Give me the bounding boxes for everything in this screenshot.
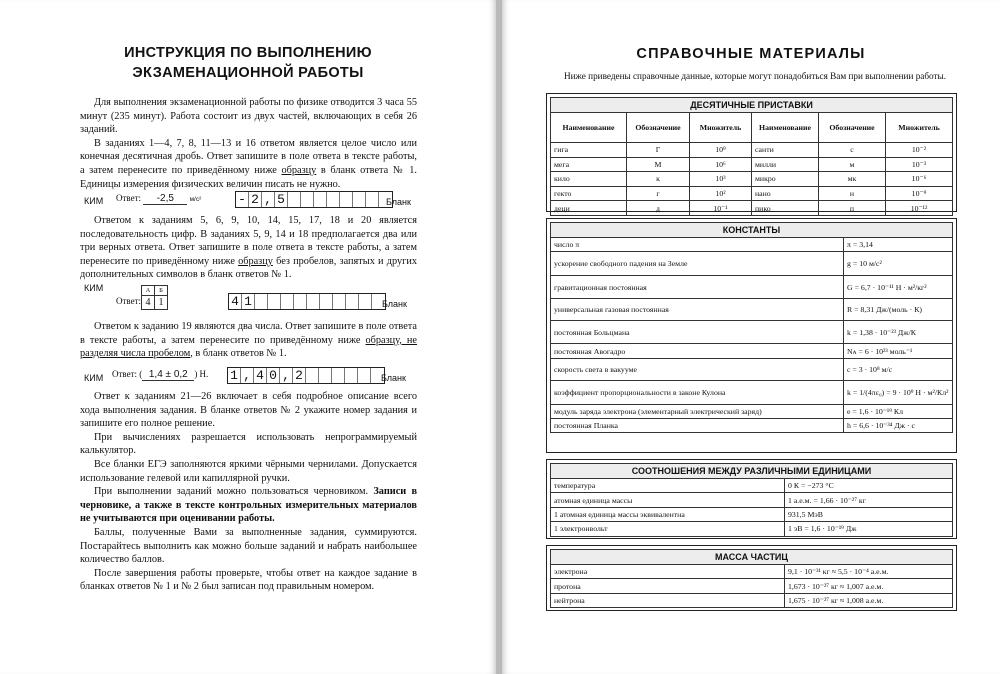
table-row — [551, 344, 953, 359]
paragraph-draft: При выполнении заданий можно пользоваться черновиком. Записи в черновике, а также в тексте контрольных измерительных материалов не учитываются при оценивании работы. — [80, 486, 418, 525]
table-row — [551, 276, 953, 299]
prefix-cell: 10⁻⁹ — [886, 186, 953, 201]
masses-heading: МАССА ЧАСТИЦ — [551, 550, 953, 565]
row-value: h = 6,6 · 10⁻³⁴ Дж · с — [844, 419, 953, 433]
prefix-cell: 10³ — [690, 172, 752, 187]
col-factor-1: Множитель — [690, 113, 752, 143]
row-label: постоянная Больцмана — [551, 321, 844, 344]
answer-cell — [255, 294, 268, 309]
row-value: 1,673 · 10⁻²⁷ кг ≈ 1,007 а.е.м. — [785, 579, 953, 593]
prefix-cell: н — [819, 186, 886, 201]
answer-cell — [359, 294, 372, 309]
answer-cell — [288, 192, 301, 207]
answer-cell — [333, 294, 346, 309]
prefix-cell: 10⁻¹ — [690, 201, 752, 216]
row-value: 9,1 · 10⁻³¹ кг ≈ 5,5 · 10⁻⁴ а.е.м. — [785, 565, 953, 579]
prefix-cell: м — [819, 157, 886, 172]
example2-kim-label: КИМ — [84, 283, 104, 293]
prefix-cell: 10⁹ — [690, 143, 752, 158]
paragraph-check: После завершения работы проверьте, чтобы ответ на каждое задание в бланках ответов № 1 и № 2 был записан под правильным номером. — [80, 567, 417, 593]
row-value: 931,5 МэВ — [785, 507, 953, 521]
prefix-cell: М — [627, 157, 690, 172]
answer-cell: , — [241, 368, 254, 383]
example1-blank-label: Бланк — [386, 197, 411, 207]
example3-kim-label: КИМ — [84, 373, 104, 383]
row-value: g = 10 м/с² — [844, 252, 953, 276]
row-value: π = 3,14 — [844, 238, 953, 252]
prefix-cell: п — [819, 201, 886, 216]
paragraph-short-answers: В заданиях 1—4, 7, 8, 11—13 и 16 ответом является целое число или конечная десятичная дробь. Ответ запишите в поле ответа в тексте работы, а затем перенесите по приведённому ниже образцу в бланк ответа № 1. Единицы измерения физических величин писать не нужно. — [80, 137, 417, 190]
answer-cell: - — [236, 192, 249, 207]
instruction-title-line1: ИНСТРУКЦИЯ ПО ВЫПОЛНЕНИЮ — [124, 45, 372, 61]
example3-answer: Ответ: ( 1,4 ± 0,2 ) Н. — [112, 369, 209, 380]
row-label: 1 атомная единица массы эквивалентна — [551, 507, 785, 521]
prefix-cell: д — [627, 201, 690, 216]
table-row — [551, 479, 953, 493]
paragraph-sequence-answers: Ответом к заданиям 5, 6, 9, 10, 14, 15, 17, 18 и 20 является последовательность цифр. В заданиях 5, 9, 14 и 18 предполагается два или три верных ответа. Ответ запишите в поле ответа в тексте работы, а затем перенесите по приведённому ниже образцу без пробелов, запятых и других дополнительных символов в бланк ответов № 1. — [80, 215, 417, 281]
instruction-title-line2: ЭКЗАМЕНАЦИОННОЙ РАБОТЫ — [132, 65, 364, 81]
example1-answer: Ответ: -2,5 м/с² — [116, 193, 202, 204]
prefix-cell: кило — [551, 172, 627, 187]
example2-answer-cells — [228, 293, 386, 310]
col-symbol-1: Обозначение — [627, 113, 690, 143]
answer-cell — [345, 368, 358, 383]
row-label: температура — [551, 479, 785, 493]
row-label: постоянная Планка — [551, 419, 844, 433]
relations-table — [550, 463, 953, 537]
answer-cell — [319, 368, 332, 383]
paragraph-duration: Для выполнения экзаменационной работы по физике отводится 3 часа 55 минут (235 минут). Работа состоит из двух частей, включающих в себя 26 заданий. — [80, 97, 417, 136]
answer-cell: 5 — [275, 192, 288, 207]
row-value: e = 1,6 · 10⁻¹⁹ Кл — [844, 405, 953, 419]
row-label: ускорение свободного падения на Земле — [551, 252, 844, 276]
prefix-cell: г — [627, 186, 690, 201]
prefix-cell: санти — [752, 143, 819, 158]
example1-answer-cells — [235, 191, 393, 208]
prefix-cell: милли — [752, 157, 819, 172]
table-row — [551, 321, 953, 344]
row-label: 1 электронвольт — [551, 522, 785, 536]
answer-cell: , — [262, 192, 275, 207]
answer-cell: 4 — [229, 294, 242, 309]
table-row — [551, 238, 953, 252]
answer-cell: 0 — [267, 368, 280, 383]
row-value: c = 3 · 10⁸ м/с — [844, 359, 953, 381]
prefixes-heading: ДЕСЯТИЧНЫЕ ПРИСТАВКИ — [551, 98, 953, 113]
row-label: постоянная Авогадро — [551, 344, 844, 359]
answer-cell — [327, 192, 340, 207]
constants-table — [550, 222, 953, 433]
answer-cell: 4 — [254, 368, 267, 383]
prefix-cell: микро — [752, 172, 819, 187]
answer-cell — [366, 192, 379, 207]
prefix-cell: 10⁻² — [886, 143, 953, 158]
row-label: атомная единица массы — [551, 493, 785, 507]
answer-cell — [332, 368, 345, 383]
col-name-2: Наименование — [752, 113, 819, 143]
paragraph-calculator: При вычислениях разрешается использовать непрограммируемый калькулятор. — [80, 431, 417, 457]
table-row — [551, 143, 953, 158]
prefix-cell: к — [627, 172, 690, 187]
table-row — [551, 299, 953, 321]
example1-kim-label: КИМ — [84, 196, 104, 206]
row-label: нейтрона — [551, 593, 785, 607]
prefix-cell: пико — [752, 201, 819, 216]
table-row — [551, 172, 953, 187]
answer-cell — [307, 294, 320, 309]
table-row — [551, 579, 953, 593]
reference-intro: Ниже приведены справочные данные, которые могут понадобиться Вам при выполнении работы. — [564, 71, 946, 81]
table-row — [551, 493, 953, 507]
row-value: k = 1,38 · 10⁻²³ Дж/К — [844, 321, 953, 344]
prefix-cell: мк — [819, 172, 886, 187]
row-label: модуль заряда электрона (элементарный электрический заряд) — [551, 405, 844, 419]
table-row — [551, 359, 953, 381]
left-page — [0, 0, 496, 674]
paragraph-points: Баллы, полученные Вами за выполненные задания, суммируются. Постарайтесь выполнить как можно больше заданий и набрать наибольшее количество баллов. — [80, 526, 417, 566]
answer-cell — [301, 192, 314, 207]
table-row — [551, 157, 953, 172]
table-row — [551, 381, 953, 405]
masses-table — [550, 549, 953, 608]
instruction-block-4 — [80, 390, 417, 594]
prefix-cell: деци — [551, 201, 627, 216]
answer-cell — [268, 294, 281, 309]
row-value: 1,675 · 10⁻²⁷ кг ≈ 1,008 а.е.м. — [785, 593, 953, 607]
table-row — [551, 565, 953, 579]
paragraph-detailed-answers: Ответ к заданиям 21—26 включает в себя подробное описание всего хода выполнения задания. В бланке ответов № 2 укажите номер задания и запишите его полное решение. — [80, 391, 417, 430]
row-label: число π — [551, 238, 844, 252]
example2-blank-label: Бланк — [382, 299, 407, 309]
row-value: Nᴀ = 6 · 10²³ моль⁻¹ — [844, 344, 953, 359]
prefix-cell: гекто — [551, 186, 627, 201]
example3-blank-label: Бланк — [381, 373, 406, 383]
row-label: универсальная газовая постоянная — [551, 299, 844, 321]
reference-title: СПРАВОЧНЫЕ МАТЕРИАЛЫ — [636, 46, 866, 62]
answer-cell: 2 — [293, 368, 306, 383]
row-value: R = 8,31 Дж/(моль · К) — [844, 299, 953, 321]
answer-cell: 1 — [228, 368, 241, 383]
table-row — [551, 507, 953, 521]
row-value: 1 а.е.м. = 1,66 · 10⁻²⁷ кг — [785, 493, 953, 507]
answer-cell: 2 — [249, 192, 262, 207]
answer-cell — [314, 192, 327, 207]
example2-answer-table: А Б 4 1 — [141, 285, 168, 310]
prefix-cell: 10⁻¹² — [886, 201, 953, 216]
prefixes-table — [550, 97, 953, 216]
example2-answer-label: Ответ: — [116, 296, 142, 306]
answer-cell — [358, 368, 371, 383]
answer-cell — [353, 192, 366, 207]
prefix-cell: Г — [627, 143, 690, 158]
answer-cell — [340, 192, 353, 207]
answer-cell: , — [280, 368, 293, 383]
prefix-cell: мега — [551, 157, 627, 172]
table-row — [551, 252, 953, 276]
right-page — [502, 0, 1000, 674]
col-factor-2: Множитель — [886, 113, 953, 143]
prefix-cell: 10² — [690, 186, 752, 201]
prefix-cell: 10⁻³ — [886, 157, 953, 172]
answer-cell: 1 — [242, 294, 255, 309]
constants-heading: КОНСТАНТЫ — [551, 223, 953, 238]
prefix-cell: гига — [551, 143, 627, 158]
row-label: коэффициент пропорциональности в законе Кулона — [551, 381, 844, 405]
paragraph-ink: Все бланки ЕГЭ заполняются яркими чёрными чернилами. Допускается использование гелевой или капиллярной ручки. — [80, 458, 417, 484]
answer-cell — [294, 294, 307, 309]
col-symbol-2: Обозначение — [819, 113, 886, 143]
paragraph-two-numbers: Ответом к заданию 19 являются два числа. Ответ запишите в поле ответа в тексте работы, а затем перенесите по приведённому ниже образцу, не разделяя числа пробелом, в бланк ответов № 1. — [80, 321, 417, 360]
col-name-1: Наименование — [551, 113, 627, 143]
answer-cell — [306, 368, 319, 383]
instruction-block-1 — [80, 96, 417, 191]
row-label: гравитационная постоянная — [551, 276, 844, 299]
prefix-cell: 10⁻⁶ — [886, 172, 953, 187]
prefix-cell: с — [819, 143, 886, 158]
table-row — [551, 186, 953, 201]
table-row — [551, 419, 953, 433]
table-row — [551, 522, 953, 536]
example3-answer-cells — [227, 367, 385, 384]
answer-cell — [320, 294, 333, 309]
table-row — [551, 593, 953, 607]
row-value: k = 1/(4πε₀) = 9 · 10⁹ Н · м²/Кл² — [844, 381, 953, 405]
instruction-block-3 — [80, 320, 417, 361]
row-label: протона — [551, 579, 785, 593]
prefix-cell: 10⁶ — [690, 157, 752, 172]
row-value: 0 К = −273 °С — [785, 479, 953, 493]
row-label: скорость света в вакууме — [551, 359, 844, 381]
row-value: 1 эВ = 1,6 · 10⁻¹⁹ Дж — [785, 522, 953, 536]
row-value: G = 6,7 · 10⁻¹¹ Н · м²/кг² — [844, 276, 953, 299]
table-row — [551, 405, 953, 419]
answer-cell — [281, 294, 294, 309]
table-row — [551, 201, 953, 216]
instruction-block-2 — [80, 214, 417, 282]
row-label: электрона — [551, 565, 785, 579]
relations-heading: СООТНОШЕНИЯ МЕЖДУ РАЗЛИЧНЫМИ ЕДИНИЦАМИ — [551, 464, 953, 479]
answer-cell — [346, 294, 359, 309]
prefix-cell: нано — [752, 186, 819, 201]
